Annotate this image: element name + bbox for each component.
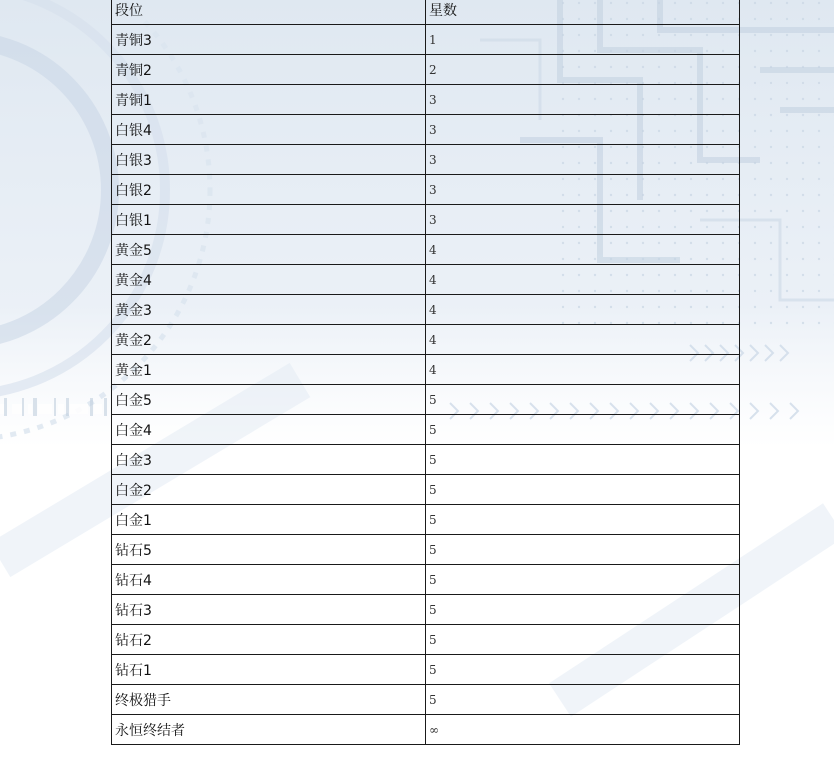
rank-cell: 青铜3	[112, 25, 426, 55]
stars-cell: 4	[426, 295, 740, 325]
rank-cell: 白金5	[112, 385, 426, 415]
rank-cell: 钻石3	[112, 595, 426, 625]
stars-cell: ∞	[426, 715, 740, 745]
table-row	[112, 415, 740, 445]
rank-cell: 黄金1	[112, 355, 426, 385]
stars-cell: 5	[426, 685, 740, 715]
stars-cell: 5	[426, 565, 740, 595]
table-row	[112, 55, 740, 85]
rank-cell: 黄金5	[112, 235, 426, 265]
table-row	[112, 325, 740, 355]
rank-cell: 白金3	[112, 445, 426, 475]
rank-cell: 钻石2	[112, 625, 426, 655]
table-row	[112, 505, 740, 535]
rank-cell: 白金1	[112, 505, 426, 535]
table-row	[112, 625, 740, 655]
table-row	[112, 715, 740, 745]
table-row	[112, 685, 740, 715]
stars-cell: 5	[426, 475, 740, 505]
table-row	[112, 205, 740, 235]
header-rank: 段位	[112, 0, 426, 25]
rank-cell: 黄金3	[112, 295, 426, 325]
stars-cell: 4	[426, 265, 740, 295]
rank-cell: 白银3	[112, 145, 426, 175]
rank-cell: 白银4	[112, 115, 426, 145]
stars-cell: 5	[426, 415, 740, 445]
table-header-row	[112, 0, 740, 25]
stars-cell: 5	[426, 655, 740, 685]
table-row	[112, 385, 740, 415]
stars-cell: 1	[426, 25, 740, 55]
rank-cell: 青铜1	[112, 85, 426, 115]
rank-cell: 终极猎手	[112, 685, 426, 715]
rank-cell: 钻石1	[112, 655, 426, 685]
stars-cell: 4	[426, 325, 740, 355]
stars-cell: 5	[426, 625, 740, 655]
rank-cell: 白银2	[112, 175, 426, 205]
table-row	[112, 175, 740, 205]
stars-cell: 4	[426, 355, 740, 385]
rank-cell: 黄金2	[112, 325, 426, 355]
stars-cell: 4	[426, 235, 740, 265]
table-row	[112, 295, 740, 325]
table-row	[112, 115, 740, 145]
table-row	[112, 235, 740, 265]
table-row	[112, 355, 740, 385]
stars-cell: 3	[426, 175, 740, 205]
stars-cell: 3	[426, 145, 740, 175]
table-row	[112, 265, 740, 295]
stars-cell: 3	[426, 85, 740, 115]
stars-cell: 2	[426, 55, 740, 85]
stars-cell: 3	[426, 205, 740, 235]
table-row	[112, 475, 740, 505]
table-row	[112, 535, 740, 565]
rank-cell: 黄金4	[112, 265, 426, 295]
table-row	[112, 145, 740, 175]
rank-cell: 永恒终结者	[112, 715, 426, 745]
table-row	[112, 445, 740, 475]
rank-cell: 白银1	[112, 205, 426, 235]
rank-cell: 钻石4	[112, 565, 426, 595]
table-row	[112, 25, 740, 55]
rank-table-container	[111, 0, 740, 745]
stars-cell: 5	[426, 385, 740, 415]
rank-cell: 白金2	[112, 475, 426, 505]
header-stars: 星数	[426, 0, 740, 25]
table-row	[112, 655, 740, 685]
table-row	[112, 85, 740, 115]
table-row	[112, 595, 740, 625]
rank-cell: 青铜2	[112, 55, 426, 85]
stars-cell: 5	[426, 535, 740, 565]
stars-cell: 5	[426, 445, 740, 475]
rank-star-table	[111, 0, 740, 745]
stars-cell: 5	[426, 595, 740, 625]
rank-cell: 钻石5	[112, 535, 426, 565]
rank-cell: 白金4	[112, 415, 426, 445]
stars-cell: 3	[426, 115, 740, 145]
table-row	[112, 565, 740, 595]
stars-cell: 5	[426, 505, 740, 535]
